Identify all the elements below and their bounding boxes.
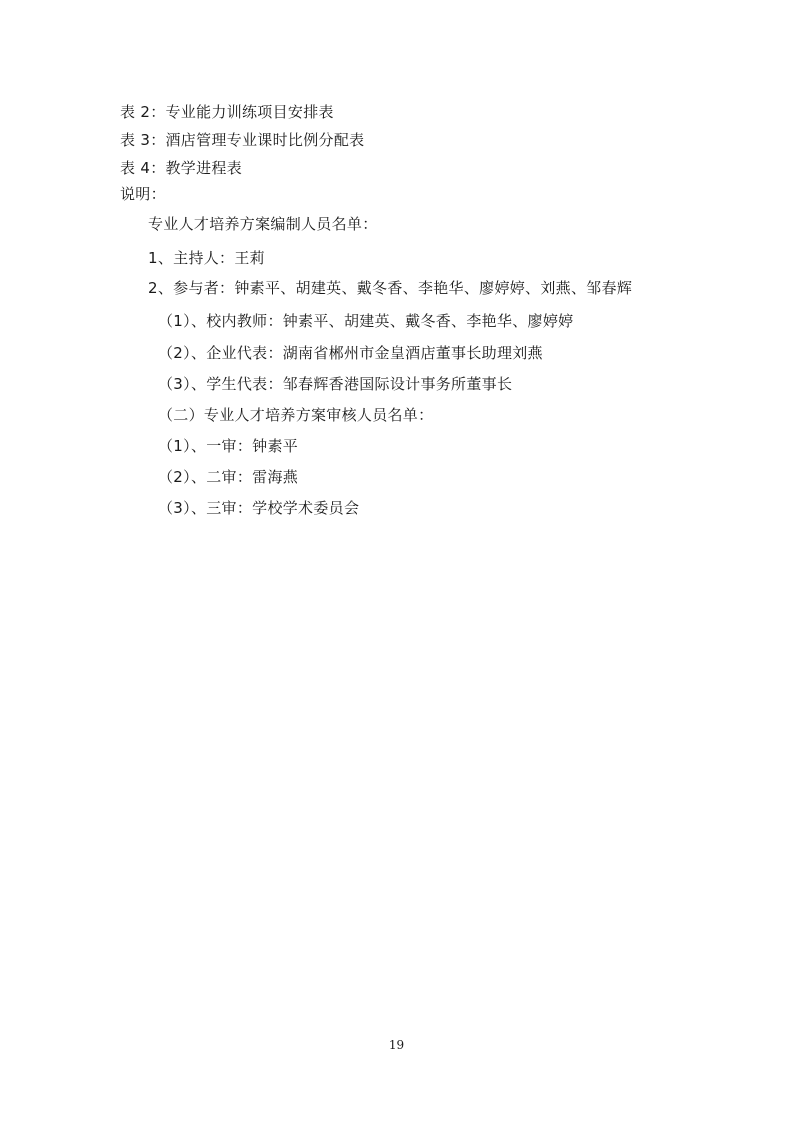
page-number: 19 xyxy=(388,1038,405,1052)
table-3-caption: 表 3：酒店管理专业课时比例分配表 xyxy=(120,131,365,149)
preparers-host: 1、主持人：王莉 xyxy=(148,249,265,267)
reviewer-second: （2）、二审：雷海燕 xyxy=(158,468,299,486)
reviewers-title: （二）专业人才培养方案审核人员名单： xyxy=(158,406,434,424)
preparers-enterprise-rep: （2）、企业代表：湖南省郴州市金皇酒店董事长助理刘燕 xyxy=(158,344,543,362)
preparers-student-rep: （3）、学生代表：邹春辉香港国际设计事务所董事长 xyxy=(158,375,513,393)
preparers-school-teachers: （1）、校内教师：钟素平、胡建英、戴冬香、李艳华、廖婷婷 xyxy=(158,312,574,330)
notes-label: 说明： xyxy=(120,185,166,203)
preparers-participants: 2、参与者：钟素平、胡建英、戴冬香、李艳华、廖婷婷、刘燕、邹春辉 xyxy=(148,279,633,297)
table-4-caption: 表 4：教学进程表 xyxy=(120,159,243,177)
reviewer-third: （3）、三审：学校学术委员会 xyxy=(158,499,360,517)
preparers-title: 专业人才培养方案编制人员名单： xyxy=(148,215,378,233)
table-2-caption: 表 2：专业能力训练项目安排表 xyxy=(120,103,334,121)
reviewer-first: （1）、一审：钟素平 xyxy=(158,437,299,455)
